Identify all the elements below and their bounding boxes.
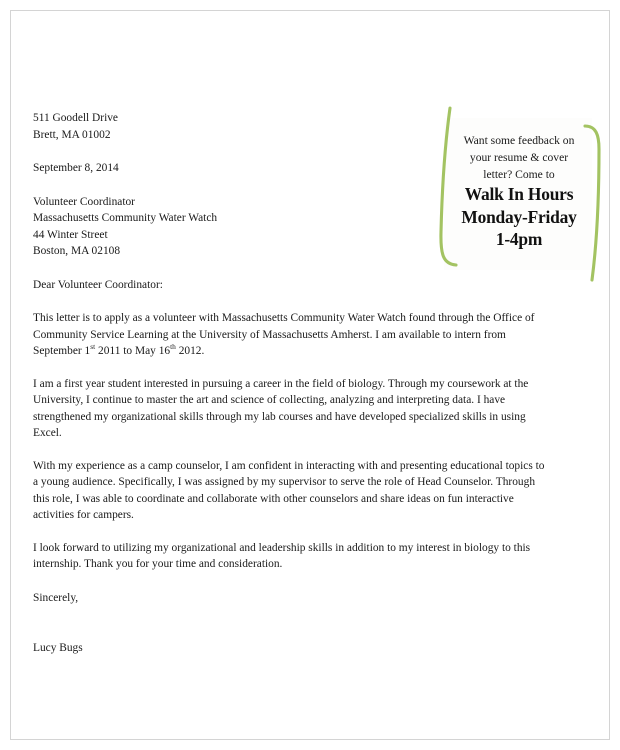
callout-big-line-3: 1-4pm <box>495 229 543 249</box>
callout-small-line-2: your resume & cover <box>469 151 569 164</box>
spacer <box>33 573 545 590</box>
paragraph-1-ordinal-st: st <box>90 342 96 352</box>
recipient-address-line-1: Volunteer Coordinator <box>33 195 135 208</box>
paragraph-1-part-3: 2012. <box>175 345 205 357</box>
sender-address-line-2: Brett, MA 01002 <box>33 128 111 141</box>
salutation: Dear Volunteer Coordinator: <box>33 278 163 291</box>
body-paragraph-1 <box>33 310 545 360</box>
paragraph-1-part-1: This letter is to apply as a volunteer with Massachusetts Community Water Watch found through the Office of Community Service Learning at the University of Massachusetts Amherst. I am available to intern from September 1 <box>33 312 535 357</box>
body-paragraph-2: I am a first year student interested in pursuing a career in the field of biology. Through my coursework at the University, I continue to master the art and science of collecting, analyzing and interpreting data. I have strengthened my organizational skills through my lab courses and have developed specialized skills in using Excel. <box>33 377 529 439</box>
signature-name: Lucy Bugs <box>33 642 83 654</box>
walk-in-hours-callout <box>432 104 604 286</box>
callout-small-line-3: letter? Come to <box>483 168 555 181</box>
spacer <box>33 360 545 376</box>
recipient-address-line-2: Massachusetts Community Water Watch <box>33 212 218 224</box>
body-paragraph-4: I look forward to utilizing my organizational and leadership skills in addition to my interest in biology to this internship. Thank you for your time and consideration. <box>33 541 531 570</box>
callout-text-block <box>446 132 592 251</box>
paragraph-1-part-2: 2011 to May 16 <box>95 345 171 357</box>
spacer <box>33 442 545 458</box>
sender-address-line-1: 511 Goodell Drive <box>33 112 118 124</box>
spacer <box>33 293 545 310</box>
recipient-address-line-3: 44 Winter Street <box>33 228 108 241</box>
paragraph-1-ordinal-th: th <box>170 342 176 352</box>
recipient-address-line-4: Boston, MA 02108 <box>33 245 121 257</box>
signature-space <box>33 606 545 640</box>
body-paragraph-3: With my experience as a camp counselor, I am confident in interacting with and presenting educational topics to a young audience. Specifically, I was assigned by my supervisor to serve the role of Head Counselor. Through this role, I was able to coordinate and collaborate with other counselors and share ideas on fun interactive activities for campers. <box>33 459 545 521</box>
callout-big-line-1: Walk In Hours <box>464 184 574 204</box>
letter-date: September 8, 2014 <box>33 162 119 174</box>
closing-line: Sincerely, <box>33 591 79 604</box>
spacer <box>33 524 545 540</box>
callout-small-line-1: Want some feedback on <box>463 134 575 147</box>
callout-big-line-2: Monday-Friday <box>461 206 577 227</box>
